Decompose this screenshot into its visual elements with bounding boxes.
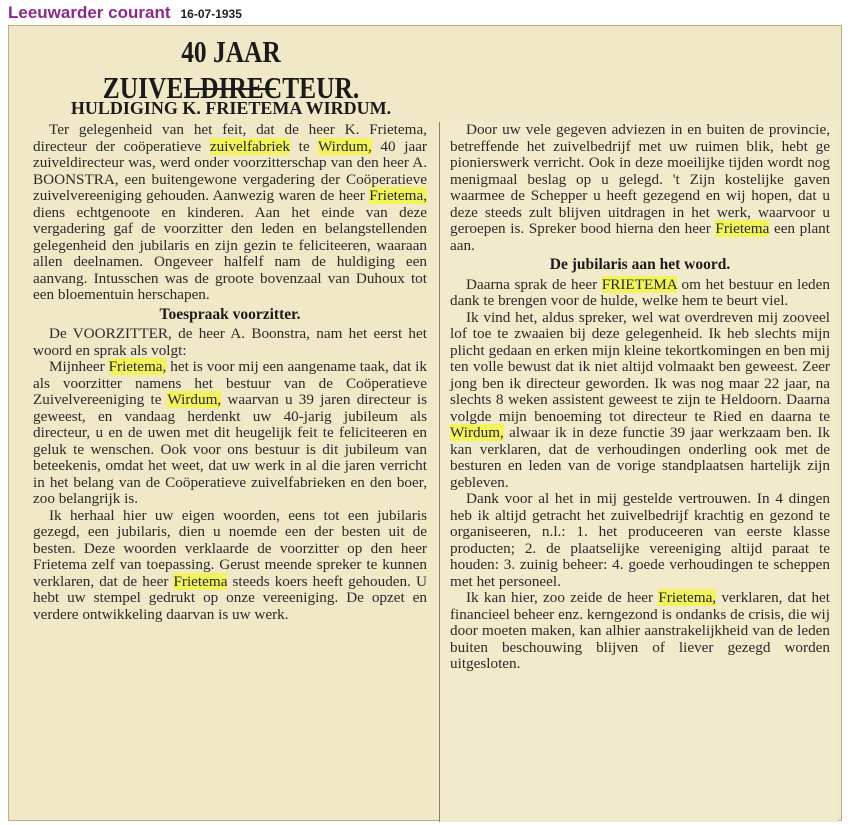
search-highlight: FRIETEMA	[601, 275, 677, 293]
text-run: Ter gelegenheid van het feit, dat de heer K. Frietema, directeur der coöperatieve	[33, 121, 427, 155]
text-run: 40 jaar zuiveldirecteur was, werd onder voorzitterschap van den heer A. BOONSTRA, een buitengewone vergadering der Coöperatieve zuivelvereeniging gehouden. Aanwezig waren de heer	[33, 137, 427, 204]
text-run: waarvan u 39 jaren directeur is geweest, en vandaag herdenkt uw 40-jarig jubileum als directeur, u en de uwen met dit heugelijk feit te feliciteeren en geluk te wenschen. Ook voor ons bestuur is dit jubileum van beteekenis, omdat het weet, dat uw werk in al die jaren verricht in het belang van de Coöperatieve zuivelfabrieken en den boer, zoo belangrijk is.	[33, 391, 427, 507]
publication-date: 16-07-1935	[180, 7, 242, 21]
search-highlight: Wirdum,	[317, 137, 372, 155]
text-run: diens echtgenoote en kinderen. Aan het einde van deze vergadering gaf de voorzitter den leden en belangstellenden gelegenheid den jubilaris en zijn gezin te feliciteeren, waaraan allen deelnamen. Ongeveer halfelf nam de huldiging een aanvang. Intusschen was de groote bovenzaal van Duhoux tot een bloementuin herschapen.	[33, 203, 427, 303]
article-paragraph	[33, 508, 427, 624]
article-paragraph	[33, 359, 427, 508]
newspaper-clipping	[8, 25, 842, 821]
text-run: een plant aan.	[450, 220, 830, 254]
article-headline: 40 JAAR ZUIVELDIRECTEUR.	[102, 34, 360, 105]
article-paragraph	[33, 122, 427, 304]
text-run: Door uw vele gegeven adviezen in en buiten de provincie, betreffende het zuivelbedrijf met uw ruimen blik, hebt ge pionierswerk verricht. Ook in deze moeilijke tijden wordt nog menigmaal beslag op u gelegd. 't Zijn kostelijke gaven waarmee de Schepper u heeft gezegend en wij hopen, dat u deze steeds zult blijven uitdragen in het werk, waarvoor u geroepen is. Spreker bood hierna den heer	[450, 121, 830, 237]
text-run: Ik vind het, aldus spreker, wel wat overdreven mij zooveel lof toe te zwaaien bij deze gelegenheid. Ik heb slechts mijn plicht gedaan en erken mijn kleine tekortkomingen en ben mij ten volle bewust dat ik niet altijd volmaakt ben geweest. Zeer jong ben ik directeur geworden. Ik was nog maar 22 jaar, na slechts 8 weken assistent geweest te zijn te Heldoorn. Daarna volgde mijn benoeming tot directeur te Ried en daarna te	[450, 308, 830, 425]
text-run: Ik kan hier, zoo zeide de heer	[466, 589, 659, 606]
text-run: om het bestuur en leden dank te brengen voor de hulde, welke hem te beurt viel.	[450, 275, 830, 309]
text-run: De VOORZITTER, de heer A. Boonstra, nam het eerst het woord en sprak als volgt:	[33, 325, 427, 359]
text-run: het is voor mij een aangename taak, dat ik als voorzitter namens het bestuur van de Coöperatieve Zuivelvereeniging te	[33, 358, 427, 408]
article-paragraph	[450, 491, 830, 590]
article-paragraph	[450, 310, 830, 492]
section-heading: De jubilaris aan het woord.	[549, 256, 731, 273]
text-run: steeds koers heeft gehouden. U hebt uw stempel gedrukt op onze vereeniging. De opzet en verdere ontwikkeling daarvan is uw werk.	[33, 572, 427, 623]
text-run: te	[289, 137, 318, 155]
search-highlight: Frietema	[715, 220, 770, 237]
article-paragraph	[33, 326, 427, 359]
text-run: verklaren, dat het financieel beheer enz. kerngezond is ondanks de crisis, die wij door moeten maken, kan alhier aanstrakelijkheid van de leden buiten beschouwing blijven of liever gezegd worden uitgesloten.	[450, 589, 831, 672]
left-column	[31, 26, 431, 822]
search-highlight: Wirdum,	[450, 424, 504, 441]
text-run: Dank voor al het in mij gestelde vertrouwen. In 4 dingen heb ik altijd getracht het zuivelbedrijf krachtig en gezond te organiseeren, n.l.: 1. het produceeren van eerste klasse producten; 2. de plaatselijke vereeniging altijd paraat te houden: 3. zuinig beheer: 4. goede verhoudingen te scheppen met het personeel.	[450, 490, 830, 590]
text-run: Mijnheer	[49, 358, 109, 375]
text-run: Ik herhaal hier uw eigen woorden, eens tot een jubilaris gezegd, een jubilaris, dien u noemde een der besten uit de besten. Deze woorden verklaarde de voorzitter op den heer Frietema zelf van toepassing. Gerust meende spreker te kunnen verklaren, dat de heer	[33, 506, 427, 590]
search-highlight: Frietema	[173, 572, 228, 590]
search-highlight: Frietema,	[658, 589, 717, 606]
newspaper-name[interactable]: Leeuwarder courant	[8, 3, 171, 22]
text-run: Daarna sprak de heer	[466, 275, 602, 293]
search-highlight: zuivelfabriek	[209, 137, 290, 155]
search-highlight: Frietema,	[369, 187, 427, 204]
text-run: alwaar ik in deze functie 39 jaar werkzaam ben. Ik kan verklaren, dat de verhoudingen onderling ook met de besturen en leden van de vorige standplaatsen hartelijk zijn gebleven.	[450, 424, 830, 491]
article-paragraph	[450, 277, 830, 310]
right-column-text	[440, 122, 838, 673]
page-header	[8, 3, 242, 25]
article-subhead: HULDIGING K. FRIETEMA WIRDUM.	[70, 98, 392, 118]
right-column	[439, 122, 838, 822]
article-paragraph	[450, 590, 830, 673]
search-highlight: Frietema,	[108, 358, 167, 375]
article-paragraph	[450, 122, 830, 254]
section-heading: Toespraak voorzitter.	[159, 305, 301, 323]
left-column-text	[31, 122, 431, 623]
search-highlight: Wirdum,	[167, 391, 222, 408]
